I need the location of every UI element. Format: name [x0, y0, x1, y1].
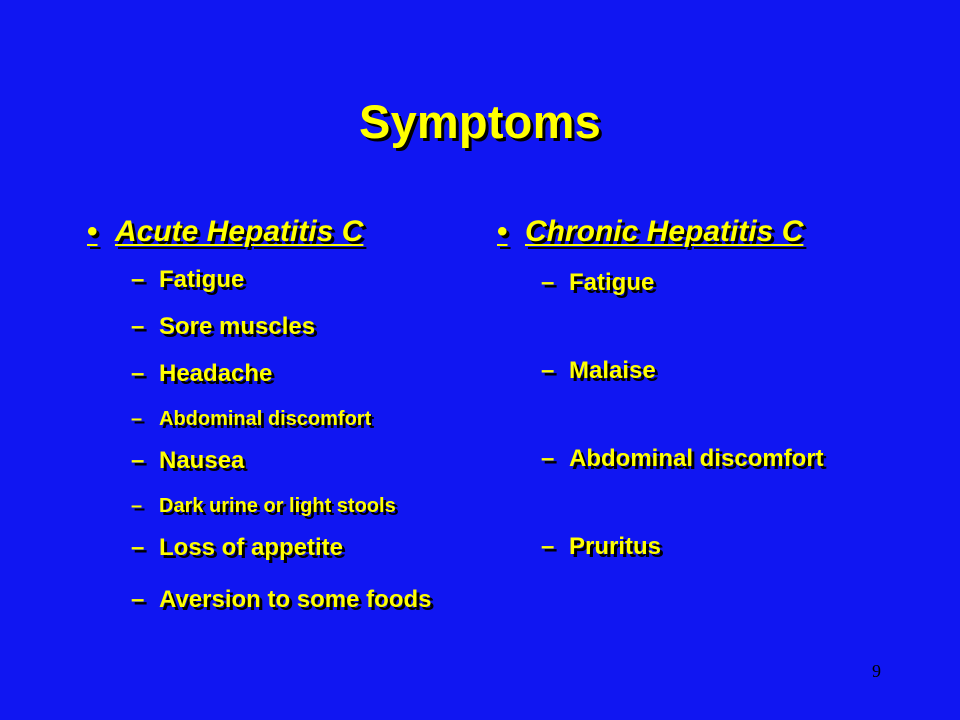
symptom-text: Loss of appetite	[159, 534, 344, 561]
chronic-symptoms-list	[497, 264, 887, 565]
dash-icon: –	[131, 360, 145, 387]
bullet-icon: •	[497, 215, 508, 248]
symptom-text: Abdominal discomfort	[159, 408, 372, 430]
dash-icon: –	[131, 495, 143, 517]
list-item	[131, 266, 477, 294]
symptom-text: Aversion to some foods	[159, 586, 432, 613]
chronic-hepatitis-heading-row	[497, 214, 887, 250]
acute-hepatitis-heading: Acute Hepatitis C	[115, 215, 364, 248]
dash-icon: –	[131, 586, 145, 613]
list-item	[541, 264, 887, 301]
list-item	[131, 494, 477, 518]
bullet-icon: •	[87, 215, 98, 248]
slide-title: Symptoms	[359, 95, 601, 148]
list-item	[131, 360, 477, 388]
list-item	[131, 447, 477, 475]
symptom-text: Headache	[159, 360, 273, 387]
dash-icon: –	[131, 447, 145, 474]
dash-icon: –	[131, 534, 145, 561]
dash-icon: –	[541, 357, 555, 384]
dash-icon: –	[131, 313, 145, 340]
list-item	[131, 581, 477, 618]
symptom-text: Nausea	[159, 447, 245, 474]
list-item	[541, 352, 887, 389]
list-item	[541, 528, 887, 565]
symptom-text: Sore muscles	[159, 313, 316, 340]
symptom-text: Pruritus	[569, 533, 662, 560]
page-number: 9	[872, 661, 881, 681]
dash-icon: –	[541, 269, 555, 296]
dash-icon: –	[131, 408, 143, 430]
list-item	[131, 534, 477, 562]
dash-icon: –	[131, 266, 145, 293]
dash-icon: –	[541, 445, 555, 472]
acute-hepatitis-column	[87, 214, 477, 618]
symptom-text: Fatigue	[159, 266, 245, 293]
dash-icon: –	[541, 533, 555, 560]
list-item	[541, 440, 887, 477]
chronic-hepatitis-column	[497, 214, 887, 616]
symptom-text: Fatigue	[569, 269, 655, 296]
acute-hepatitis-heading-row	[87, 214, 477, 250]
symptom-text: Dark urine or light stools	[159, 495, 396, 517]
symptom-text: Malaise	[569, 357, 656, 384]
list-item	[131, 313, 477, 341]
acute-symptoms-list	[87, 266, 477, 618]
chronic-hepatitis-heading: Chronic Hepatitis C	[525, 215, 804, 248]
list-item	[131, 407, 477, 431]
symptom-text: Abdominal discomfort	[569, 445, 824, 472]
